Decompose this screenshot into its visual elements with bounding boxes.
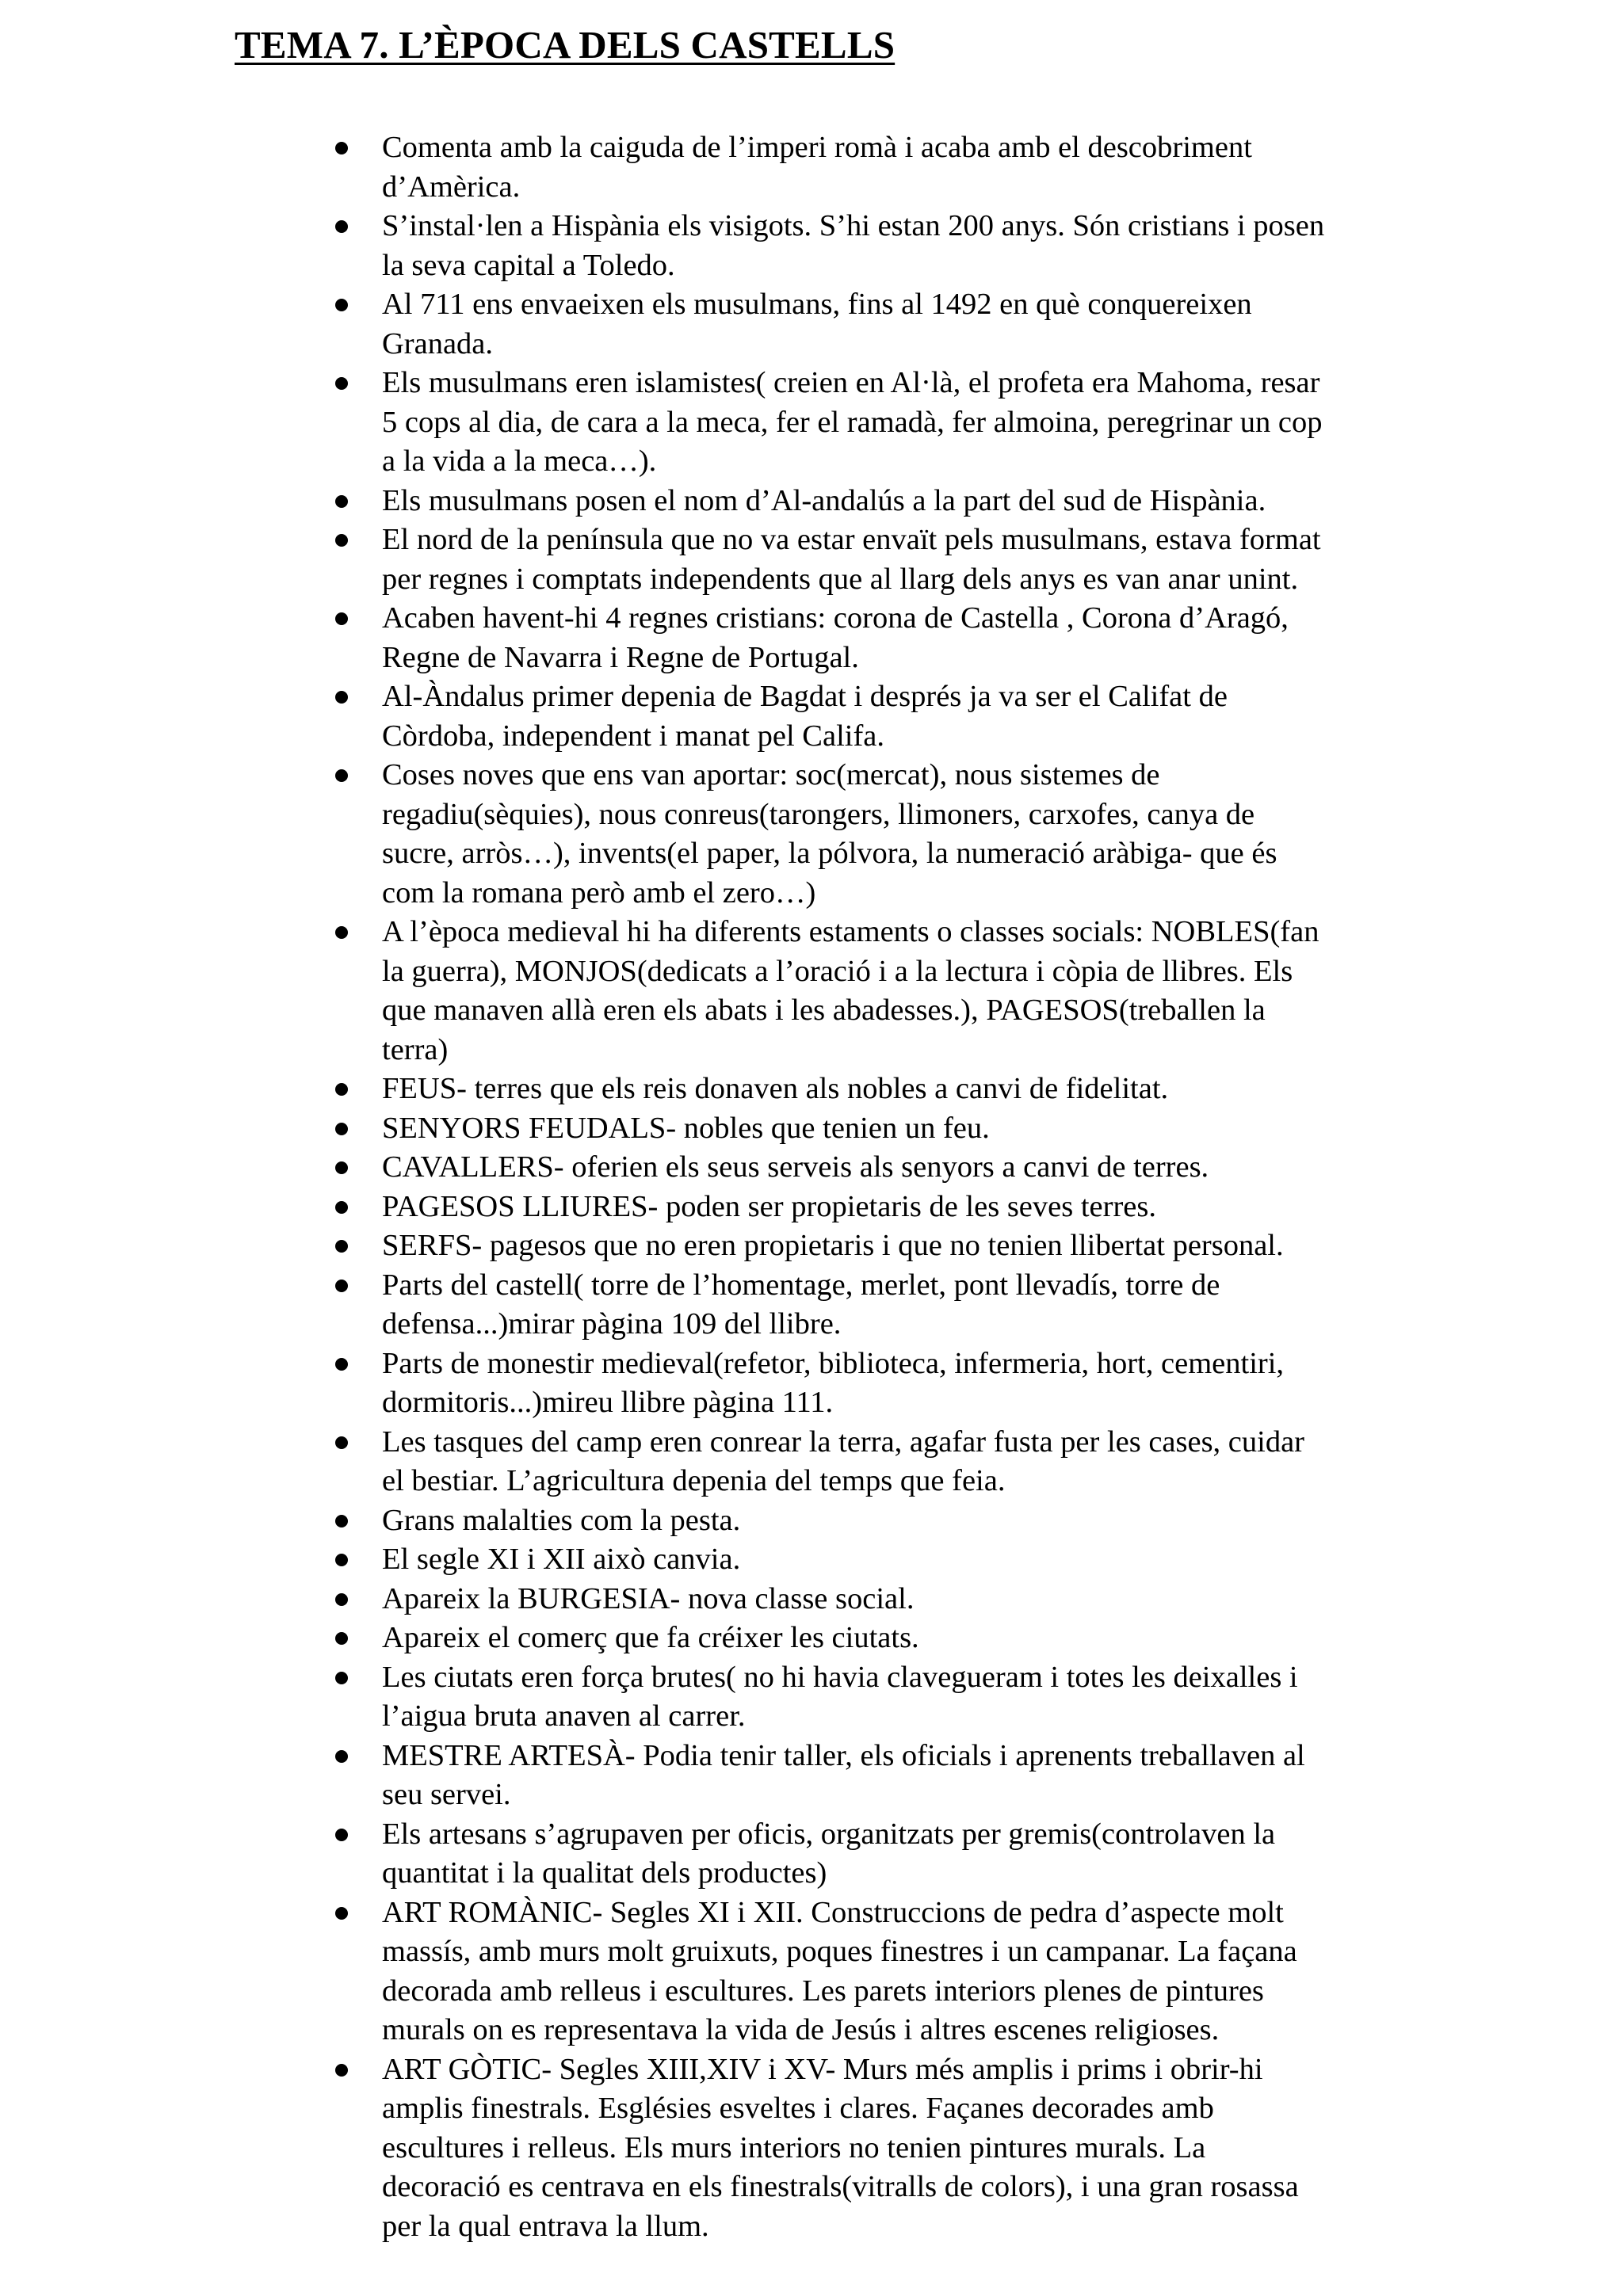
list-item [0,1423,1404,1501]
list-item [0,1737,1404,1815]
list-item-line: escultures i relleus. Els murs interiors no tenien pintures murals. La [382,2130,1206,2164]
list-item-line: S’instal·len a Hispània els visigots. S’hi estan 200 anys. Són cristians i posen [382,209,1325,242]
list-item-line: Acaben havent-hi 4 regnes cristians: corona de Castella , Corona d’Aragó, [382,601,1289,635]
list-item-line: que manaven allà eren els abats i les abadesses.), PAGESOS(treballen la [382,994,1266,1027]
bullet-icon [335,495,348,508]
list-item-line: seu servei. [382,1778,511,1811]
list-item-line: la guerra), MONJOS(dedicats a l’oració i a la lectura i còpia de llibres. Els [382,954,1293,988]
list-item-line: 5 cops al dia, de cara a la meca, fer el ramadà, fer almoina, peregrinar un cop [382,405,1323,439]
bullet-icon [335,691,348,704]
list-item-line: Les tasques del camp eren conrear la terra, agafar fusta per les cases, cuidar [382,1425,1305,1459]
list-item [0,1540,1404,1580]
bullet-icon [335,1083,348,1096]
list-item-line: MESTRE ARTESÀ- Podia tenir taller, els oficials i aprenents treballaven al [382,1738,1305,1772]
bullet-icon [335,1750,348,1763]
list-item [0,1226,1404,1266]
list-item-line: Comenta amb la caiguda de l’imperi romà i acaba amb el descobriment [382,131,1252,164]
list-item-line: Apareix el comerç que fa créixer les ciutats. [382,1621,919,1654]
list-item-line: decoració es centrava en els finestrals(vitralls de colors), i una gran rosassa [382,2170,1299,2203]
bullet-icon [335,1161,348,1174]
list-item-line: Apareix la BURGESIA- nova classe social. [382,1581,915,1615]
list-item-line: el bestiar. L’agricultura depenia del temps que feia. [382,1464,1006,1497]
list-item-line: quantitat i la qualitat dels productes) [382,1856,827,1890]
bullet-icon [335,2064,348,2077]
list-item-line: la seva capital a Toledo. [382,248,675,282]
list-item [0,1070,1404,1109]
list-item-line: El segle XI i XII això canvia. [382,1543,741,1576]
list-item-line: ART ROMÀNIC- Segles XI i XII. Construccions de pedra d’aspecte molt [382,1895,1284,1929]
list-item [0,913,1404,1070]
list-item [0,1894,1404,2050]
list-item-line: Còrdoba, independent i manat pel Califa. [382,719,884,753]
list-item-line: SENYORS FEUDALS- nobles que tenien un feu. [382,1111,990,1145]
bullet-icon [335,1515,348,1527]
list-item-line: CAVALLERS- oferien els seus serveis als senyors a canvi de terres. [382,1150,1209,1184]
list-item [0,521,1404,599]
list-item-line: Al 711 ens envaeixen els musulmans, fins al 1492 en què conquereixen [382,288,1252,321]
bullet-icon [335,142,348,154]
list-item-line: Parts de monestir medieval(refetor, biblioteca, infermeria, hort, cementiri, [382,1346,1285,1380]
bullet-icon [335,1240,348,1253]
bullet-icon [335,1672,348,1684]
list-item [0,1188,1404,1227]
list-item-line: com la romana però amb el zero…) [382,875,816,910]
list-item-line: ART GÒTIC- Segles XIII,XIV i XV- Murs més amplis i prims i obrir-hi [382,2052,1263,2086]
list-item-line: Regne de Navarra i Regne de Portugal. [382,640,859,674]
list-item-line: regadiu(sèquies), nous conreus(tarongers, llimoners, carxofes, canya de [382,797,1255,831]
bullet-icon [335,1554,348,1566]
list-item-line: amplis finestrals. Esglésies esveltes i clares. Façanes decorades amb [382,2092,1214,2125]
bullet-icon [335,1201,348,1214]
list-item [0,1344,1404,1423]
bullet-icon [335,769,348,782]
list-item-line: murals on es representava la vida de Jesús i altres escenes religioses. [382,2013,1220,2046]
bullet-icon [335,1436,348,1449]
list-item-line: SERFS- pagesos que no eren propietaris i que no tenien llibertat personal. [382,1229,1284,1262]
bullet-icon [335,1829,348,1841]
list-item-line: massís, amb murs molt gruixuts, poques finestres i un campanar. La façana [382,1935,1297,1968]
list-item [0,1619,1404,1658]
list-item-line: a la vida a la meca…). [382,444,657,478]
bullet-icon [335,377,348,390]
list-item-line: sucre, arròs…), invents(el paper, la pólvora, la numeració aràbiga- que és [382,837,1277,870]
list-item-line: Al-Àndalus primer depenia de Bagdat i després ja va ser el Califat de [382,680,1228,713]
list-item [0,1109,1404,1149]
list-item [0,285,1404,364]
list-item [0,482,1404,521]
list-item [0,207,1404,285]
list-item [0,1148,1404,1188]
list-item [0,1815,1404,1894]
list-item-line: per la qual entrava la llum. [382,2209,709,2243]
list-item-line: Els musulmans posen el nom d’Al-andalús a la part del sud de Hispània. [382,483,1266,517]
bullet-icon [335,1593,348,1606]
list-item-line: per regnes i comptats independents que al llarg dels anys es van anar unint. [382,562,1299,596]
list-item [0,599,1404,677]
list-item-line: defensa...)mirar pàgina 109 del llibre. [382,1307,842,1341]
list-item-line: Grans malalties com la pesta. [382,1503,741,1537]
list-item [0,128,1404,207]
list-item-line: l’aigua bruta anaven al carrer. [382,1699,746,1733]
bullet-icon [335,1907,348,1920]
list-item-line: Els artesans s’agrupaven per oficis, organitzats per gremis(controlaven la [382,1817,1276,1851]
list-item-line: PAGESOS LLIURES- poden ser propietaris de les seves terres. [382,1189,1156,1223]
list-item-line: A l’època medieval hi ha diferents estaments o classes socials: NOBLES(fan [382,915,1319,948]
list-item [0,2050,1404,2247]
bullet-list [0,128,1623,2246]
list-item-line: Els musulmans eren islamistes( creien en Al·là, el profeta era Mahoma, resar [382,366,1320,399]
list-item [0,364,1404,482]
list-item [0,1580,1404,1619]
list-item-line: Parts del castell( torre de l’homentage, merlet, pont llevadís, torre de [382,1268,1220,1302]
list-item-line: El nord de la península que no va estar envaït pels musulmans, estava format [382,523,1321,556]
bullet-icon [335,1123,348,1135]
list-item [0,677,1404,756]
bullet-icon [335,1358,348,1371]
list-item-line: decorada amb relleus i escultures. Les parets interiors plenes de pintures [382,1974,1264,2008]
list-item-line: terra) [382,1032,449,1066]
list-item-line: Granada. [382,326,494,360]
bullet-icon [335,926,348,939]
list-item-line: Les ciutats eren força brutes( no hi havia clavegueram i totes les deixalles i [382,1660,1298,1694]
bullet-icon [335,1280,348,1292]
list-item-line: d’Amèrica. [382,170,521,204]
bullet-icon [335,534,348,547]
list-item-line: Coses noves que ens van aportar: soc(mercat), nous sistemes de [382,758,1160,791]
list-item [0,1266,1404,1344]
bullet-icon [335,612,348,625]
list-item [0,1501,1404,1541]
bullet-icon [335,1632,348,1645]
list-item [0,1658,1404,1737]
list-item-line: FEUS- terres que els reis donaven als nobles a canvi de fidelitat. [382,1072,1169,1105]
bullet-icon [335,220,348,233]
list-item [0,756,1404,913]
page-title: TEMA 7. L’ÈPOCA DELS CASTELLS [235,23,896,67]
list-item-line: dormitoris...)mireu llibre pàgina 111. [382,1386,834,1419]
bullet-icon [335,299,348,311]
